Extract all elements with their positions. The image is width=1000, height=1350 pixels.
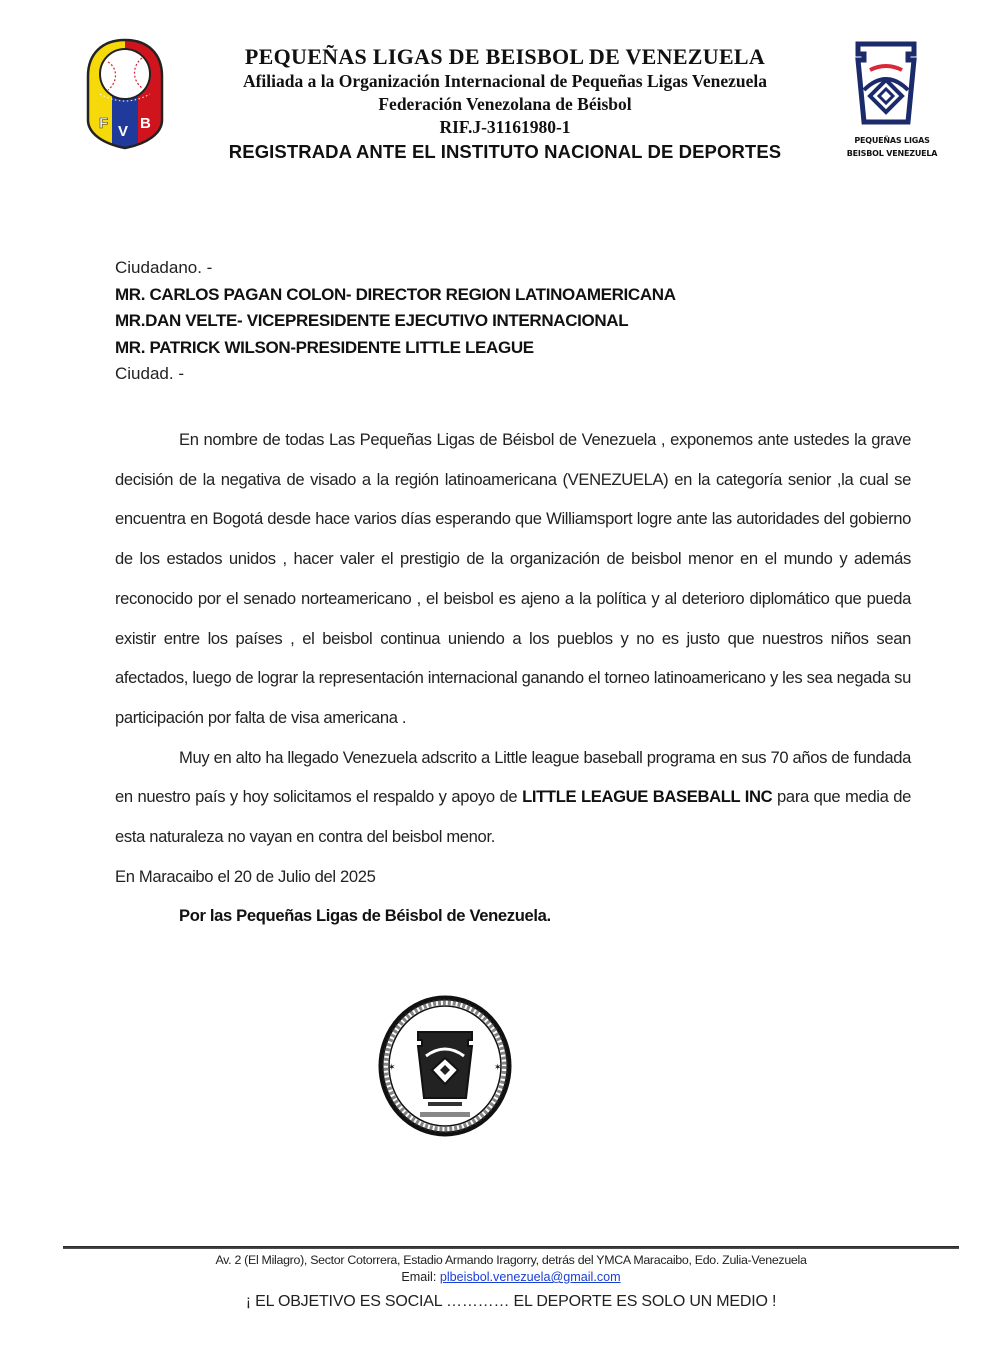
federation-line: Federación Venezolana de Béisbol [378,94,632,114]
svg-text:✶: ✶ [388,1063,396,1073]
addressee-block [115,255,895,388]
paragraph-2 [115,738,911,857]
paragraph-2-bold: LITTLE LEAGUE BASEBALL INC [522,787,773,807]
letter-body [115,420,911,936]
affiliation-line: Afiliada a la Organización Internacional de Pequeñas Ligas Venezuela [242,71,768,91]
footer-divider [63,1246,959,1249]
svg-text:F: F [99,115,109,132]
signature-line: Por las Pequeñas Ligas de Béisbol de Venezuela. [179,906,551,926]
footer-motto: ¡ EL OBJETIVO ES SOCIAL ………… EL DEPORTE ES SOLO UN MEDIO ! [245,1293,777,1310]
email-label: Email: [401,1270,440,1284]
date-line: En Maracaibo el 20 de Julio del 2025 [115,866,376,886]
right-logo-caption-line: PEQUEÑAS LIGAS [854,136,930,145]
paragraph-2-text-end: para que media de esta naturaleza no vayan en contra del beisbol menor. [115,787,911,847]
footer-address: Av. 2 (El Milagro), Sector Cotorrera, Estadio Armando Iragorry, detrás del YMCA Maracaibo, Edo. Zulia-Venezuela [215,1253,807,1267]
rif-line: RIF.J-31161980-1 [439,117,571,137]
paragraph-1: En nombre de todas Las Pequeñas Ligas de Béisbol de Venezuela , exponemos ante ustedes la grave decisión de la negativa de visado a la región latinoamericana (VENEZUELA) en la categoría senior ,la cual se encuentra en Bogotá desde hace varios días esperando que Williamsport logre ante las autoridades del gobierno de los estados unidos , hacer valer el prestigio de la organización de beisbol menor en el mundo y además reconocido por el senado norteamericano , el beisbol es ajeno a la política y al deterioro diplomático que pueda existir entre los países , el beisbol continua uniendo a los pueblos y no es justo que nuestros niños sean afectados, luego de lograr la representación internacional ganando el torneo latinoamericano y les sea negada su participación por falta de visa americana . [115,430,911,727]
footer-email-line [63,1269,959,1286]
fvb-logo [84,38,166,150]
svg-text:V: V [118,123,129,140]
right-logo-caption [832,134,952,160]
organization-title: PEQUEÑAS LIGAS DE BEISBOL DE VENEZUELA [244,44,766,69]
recipient: MR.DAN VELTE- VICEPRESIDENTE EJECUTIVO INTERNACIONAL [115,311,629,330]
paragraph-2-text: Muy en alto ha llegado Venezuela adscrito a Little league baseball programa en sus 70 años de fundada en nuestro país y hoy solicitamos el respaldo y apoyo de [115,747,911,807]
right-logo-caption-line: BEISBOL VENEZUELA [846,149,938,158]
salutation: Ciudadano. - [115,258,213,277]
city-line: Ciudad. - [115,364,184,383]
recipient: MR. PATRICK WILSON-PRESIDENTE LITTLE LEAGUE [115,337,534,357]
svg-text:✶: ✶ [494,1063,502,1073]
svg-text:B: B [140,115,151,132]
little-league-keystone-logo [848,40,924,126]
recipient: MR. CARLOS PAGAN COLON- DIRECTOR REGION LATINOAMERICANA [115,284,676,304]
email-link[interactable]: plbeisbol.venezuela@gmail.com [439,1270,621,1284]
letterhead [200,44,810,165]
official-stamp [376,994,514,1138]
registration-line: REGISTRADA ANTE EL INSTITUTO NACIONAL DE DEPORTES [228,141,782,162]
